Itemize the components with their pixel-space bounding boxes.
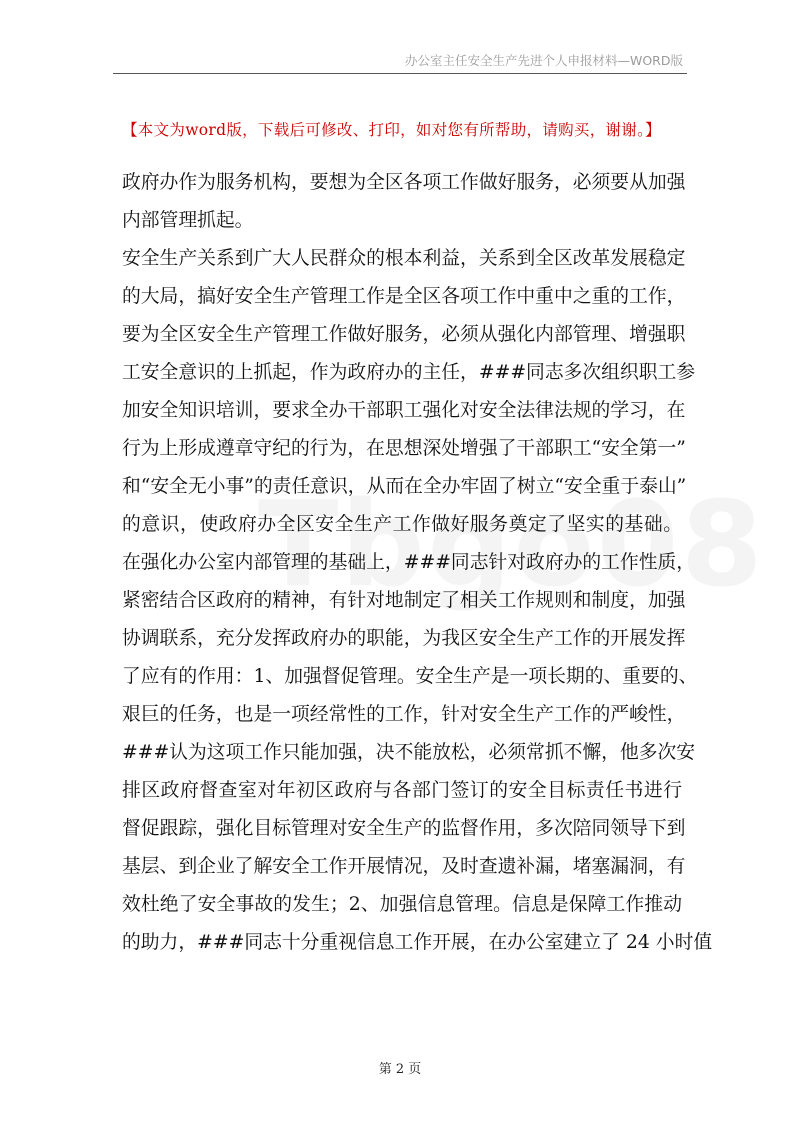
download-notice: 【本文为word版，下载后可修改、打印，如对您有所帮助，请购买，谢谢。】 xyxy=(122,121,661,139)
document-body xyxy=(122,164,713,962)
body-line: 效杜绝了安全事故的发生；2、加强信息管理。信息是保障工作推动 xyxy=(122,894,682,915)
header-divider xyxy=(113,73,687,74)
page-number: 第 2 页 xyxy=(378,1062,422,1077)
body-line: 政府办作为服务机构，要想为全区各项工作做好服务，必须要从加强 xyxy=(122,172,686,193)
body-line: ###认为这项工作只能加强，决不能放松，必须常抓不懈，他多次安 xyxy=(122,742,696,763)
body-line: 排区政府督查室对年初区政府与各部门签订的安全目标责任书进行 xyxy=(122,780,682,801)
body-line: 艰巨的任务，也是一项经常性的工作，针对安全生产工作的严峻性， xyxy=(122,704,686,725)
body-line: 的大局，搞好安全生产管理工作是全区各项工作中重中之重的工作， xyxy=(122,286,686,307)
body-line: 行为上形成遵章守纪的行为，在思想深处增强了干部职工“安全第一” xyxy=(122,438,686,459)
body-line: 督促跟踪，强化目标管理对安全生产的监督作用，多次陪同领导下到 xyxy=(122,818,686,839)
body-line: 工安全意识的上抓起，作为政府办的主任，###同志多次组织职工参 xyxy=(122,362,696,383)
body-line: 和“安全无小事”的责任意识，从而在全办牢固了树立“安全重于泰山” xyxy=(122,476,687,497)
body-line: 在强化办公室内部管理的基础上，###同志针对政府办的工作性质， xyxy=(122,552,696,573)
body-line: 加安全知识培训，要求全办干部职工强化对安全法律法规的学习，在 xyxy=(122,400,686,421)
body-line: 的意识，使政府办全区安全生产工作做好服务奠定了坚实的基础。 xyxy=(122,514,682,535)
body-line: 紧密结合区政府的精神，有针对地制定了相关工作规则和制度，加强 xyxy=(122,590,686,611)
body-line: 要为全区安全生产管理工作做好服务，必须从强化内部管理、增强职 xyxy=(122,324,686,345)
body-line: 内部管理抓起。 xyxy=(122,210,254,231)
body-line: 安全生产关系到广大人民群众的根本利益，关系到全区改革发展稳定 xyxy=(122,248,686,269)
body-line: 了应有的作用：1、加强督促管理。安全生产是一项长期的、重要的、 xyxy=(122,666,698,687)
body-line: 基层、到企业了解安全工作开展情况，及时查遗补漏，堵塞漏洞，有 xyxy=(122,856,686,877)
body-line: 协调联系，充分发挥政府办的职能，为我区安全生产工作的开展发挥 xyxy=(122,628,686,649)
body-line: 的助力，###同志十分重视信息工作开展，在办公室建立了 24 小时值 xyxy=(122,932,713,953)
running-header: 办公室主任安全生产先进个人申报材料—WORD版 xyxy=(404,53,683,68)
